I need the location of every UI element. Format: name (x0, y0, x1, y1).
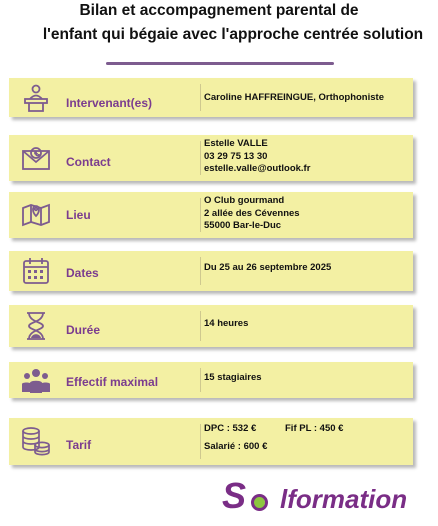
card-separator (200, 198, 201, 232)
row-value (204, 195, 300, 233)
row-label: Effectif maximal (66, 375, 159, 389)
value-line: 15 stagiaires (204, 372, 262, 383)
card-separator (200, 368, 201, 392)
card-separator (200, 141, 201, 175)
value-line: O Club gourmand (204, 195, 285, 206)
row-label: Dates (66, 266, 99, 280)
card-separator (200, 424, 201, 459)
card-separator (200, 311, 201, 341)
value-line: 03 29 75 13 30 (204, 150, 268, 162)
row-label: Lieu (66, 208, 91, 222)
envelope-icon (20, 143, 52, 175)
value-line: estelle.valle@outlook.fr (204, 163, 311, 174)
solformation-logo (222, 476, 422, 520)
card-separator (200, 84, 201, 111)
row-value (204, 92, 384, 105)
value-line: Fif PL : 450 € (285, 423, 344, 434)
map-pin-icon (20, 198, 52, 230)
value-line: 2 allée des Cévennes (204, 207, 300, 219)
row-label: Tarif (66, 438, 92, 452)
row-value (204, 372, 262, 385)
logo-letter-s: S (222, 475, 246, 516)
logo-o-ring (251, 494, 268, 511)
value-line: 55000 Bar-le-Duc (204, 220, 282, 231)
value-line: Salarié : 600 € (204, 441, 268, 452)
row-value (204, 138, 310, 176)
speaker-at-podium-icon (20, 82, 52, 114)
value-line: Estelle VALLE (204, 138, 268, 149)
title-underline (106, 62, 334, 65)
row-value (204, 423, 404, 455)
calendar-icon (20, 255, 52, 287)
coin-stack-icon (20, 425, 52, 457)
row-value (204, 318, 248, 331)
row-value (204, 262, 331, 275)
hourglass-icon (20, 310, 52, 342)
value-line: 14 heures (204, 318, 249, 329)
value-line: DPC : 532 € (204, 423, 257, 434)
value-line: Caroline HAFFREINGUE, Orthophoniste (204, 92, 384, 103)
logo-wordmark: lformation (280, 484, 408, 514)
row-label: Durée (66, 323, 101, 337)
row-label: Contact (66, 155, 111, 169)
value-line: Du 25 au 26 septembre 2025 (204, 262, 332, 273)
page-title-line-1: Bilan et accompagnement parental de (79, 2, 359, 19)
row-label: Intervenant(es) (66, 96, 153, 110)
card-separator (200, 257, 201, 285)
page-title-line-2: l'enfant qui bégaie avec l'approche centrée solution (42, 26, 424, 43)
group-of-people-icon (20, 365, 52, 397)
